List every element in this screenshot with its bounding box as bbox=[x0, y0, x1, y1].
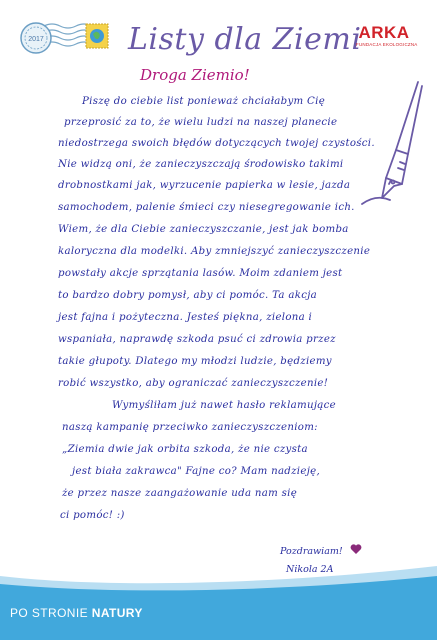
brand-name: ARKA bbox=[358, 23, 410, 42]
page-title: Listy dla Ziemi bbox=[128, 22, 362, 57]
letter-line: że przez nasze zaangażowanie uda nam się bbox=[62, 488, 298, 499]
letter-line: ci pomóc! :) bbox=[60, 510, 125, 521]
brand-subtitle: FUNDACJA EKOLOGICZNA bbox=[356, 42, 418, 47]
letter-line: drobnostkami jak, wyrzucenie papierka w lesie, jazda bbox=[58, 180, 351, 191]
letter-line: kaloryczna dla modelki. Aby zmniejszyć zanieczyszczenie bbox=[58, 246, 371, 257]
footer-slogan-bold: NATURY bbox=[91, 606, 143, 620]
letter-line: Wymyśliłam już nawet hasło reklamujące bbox=[112, 400, 337, 411]
footer-slogan-regular: PO STRONIE bbox=[10, 606, 92, 620]
letter-line: Wiem, że dla Ciebie zanieczyszczanie, jest jak bomba bbox=[58, 224, 349, 235]
letter-line: wspaniała, naprawdę szkoda psuć ci zdrowia przez bbox=[58, 334, 336, 345]
letter-line: powstały akcje sprzątania lasów. Moim zdaniem jest bbox=[58, 268, 343, 279]
letter-signature: Nikola 2A bbox=[286, 564, 334, 575]
stamp-label: 2017 bbox=[28, 36, 44, 43]
letter-signoff: Pozdrawiam! bbox=[280, 546, 343, 557]
footer-wave bbox=[0, 520, 437, 640]
heart-icon bbox=[350, 543, 362, 555]
letter-line: to bardzo dobry pomysł, aby ci pomóc. Ta akcja bbox=[58, 290, 318, 301]
letter-line: takie głupoty. Dlatego my młodzi ludzie, będziemy bbox=[58, 356, 332, 367]
letter-line: przeprosić za to, że wielu ludzi na naszej planecie bbox=[64, 117, 338, 128]
letter-line: jest fajna i pożyteczna. Jesteś piękna, zielona i bbox=[58, 312, 313, 323]
letter-line: Nie widzą oni, że zanieczyszczają środowisko takimi bbox=[58, 159, 344, 170]
letter-line: „Ziemia dwie jak orbita szkoda, że nie czysta bbox=[62, 444, 308, 455]
letter-line: samochodem, palenie śmieci czy niesegregowanie ich. bbox=[58, 202, 355, 213]
letter-line: Piszę do ciebie list ponieważ chciałabym Cię bbox=[82, 96, 326, 107]
letter-line: naszą kampanię przeciwko zanieczyszczeniom: bbox=[62, 422, 318, 433]
letter-greeting: Droga Ziemio! bbox=[140, 66, 250, 84]
footer-slogan bbox=[10, 606, 143, 620]
letter-line: jest biała zakrawca" Fajne co? Mam nadzieję, bbox=[72, 466, 321, 477]
letter-line: niedostrzega swoich błędów dotyczących twojej czystości. bbox=[58, 138, 375, 149]
letter-line: robić wszystko, aby ograniczać zanieczyszczenie! bbox=[58, 378, 329, 389]
